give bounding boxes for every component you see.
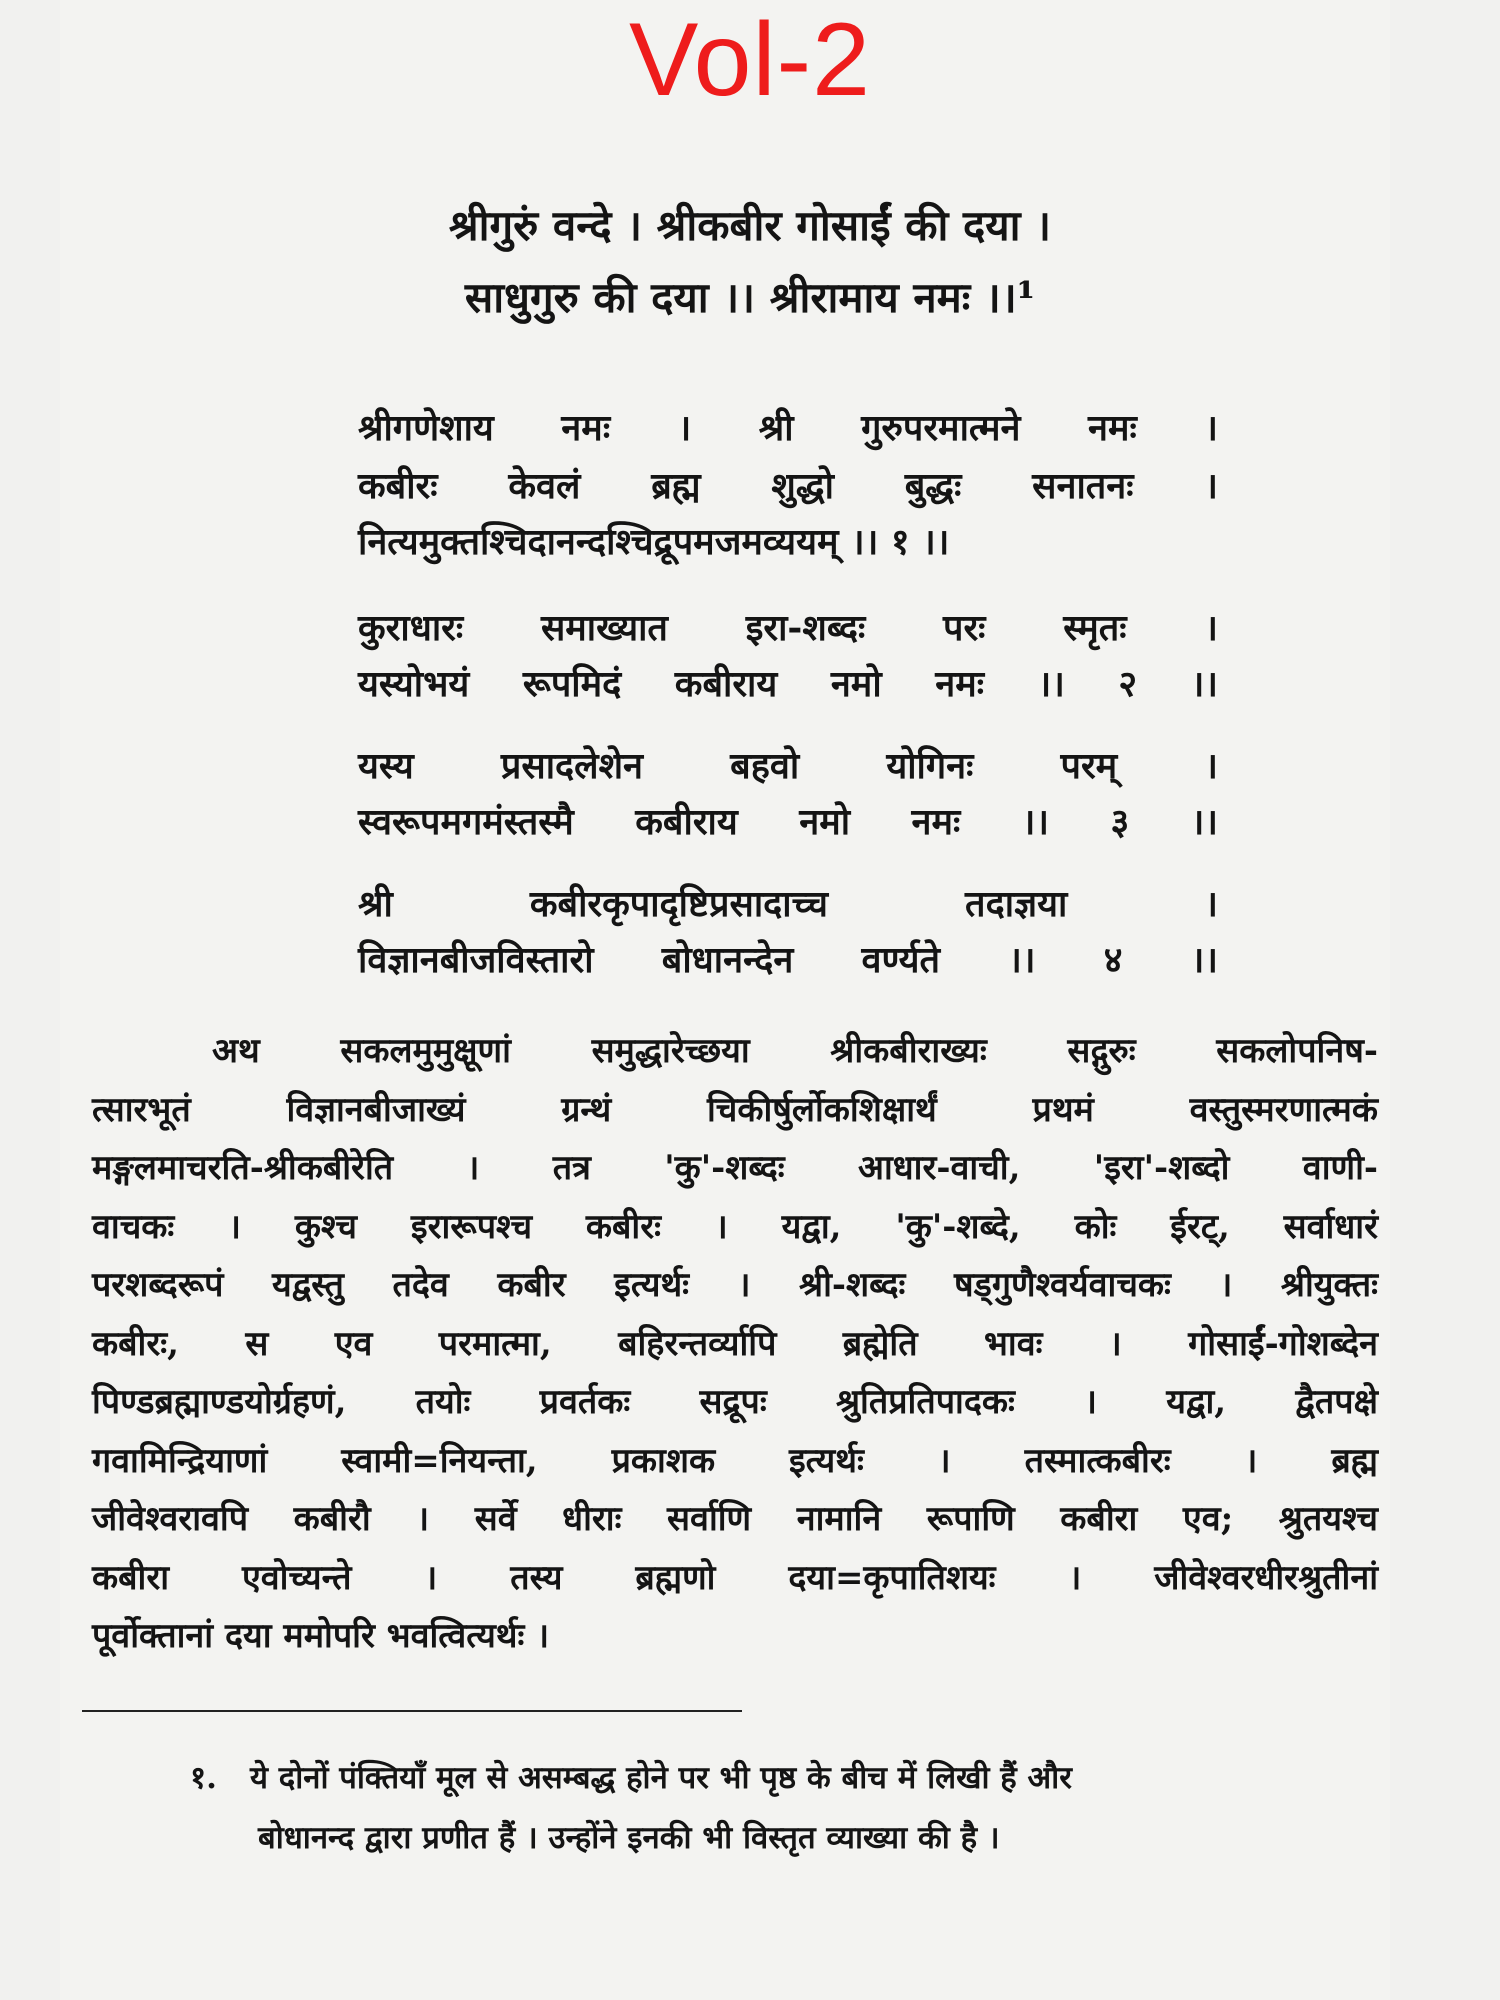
verse-1-line-3: नित्यमुक्तश्चिदानन्दश्चिद्रूपमजमव्ययम् ।। १ ।। <box>358 521 950 563</box>
verse-1-line-1: श्रीगणेशाय नमः । श्री गुरुपरमात्मने नमः । <box>358 407 1218 449</box>
commentary-line: त्सारभूतं विज्ञानबीजाख्यं ग्रन्थं चिकीर्षुर्लोकशिक्षार्थं प्रथमं वस्तुस्मरणात्मकं <box>92 1089 1378 1130</box>
invocation-line-1: श्रीगुरुं वन्दे । श्रीकबीर गोसाईं की दया । <box>448 201 1052 250</box>
verse-2-line-1: कुराधारः समाख्यात इरा-शब्दः परः स्मृतः । <box>358 607 1218 649</box>
footnote-line-2: बोधानन्द द्वारा प्रणीत हैं । उन्होंने इनकी भी विस्तृत व्याख्या की है । <box>258 1820 1000 1856</box>
commentary-line: वाचकः । कुश्च इरारूपश्च कबीरः । यद्वा, 'कु'-शब्दे, कोः ईरट्, सर्वाधारं <box>92 1206 1378 1247</box>
verse-3-line-1: यस्य प्रसादलेशेन बहवो योगिनः परम् । <box>358 745 1218 787</box>
invocation-line-2: साधुगुरु की दया ।। श्रीरामाय नमः ।।¹ <box>464 273 1036 322</box>
verse-4-line-2: विज्ञानबीजविस्तारो बोधानन्देन वर्ण्यते ।। ४ ।। <box>358 939 1218 981</box>
footnote-text: ये दोनों पंक्तियाँ मूल से असम्बद्ध होने पर भी पृष्ठ के बीच में लिखी हैं और <box>250 1760 1072 1796</box>
footnote <box>190 1748 1380 1868</box>
footnote-number: १. <box>190 1760 217 1796</box>
footnote-line-1 <box>190 1748 1380 1808</box>
verse-4-line-1: श्री कबीरकृपादृष्टिप्रसादाच्च तदाज्ञया । <box>358 883 1218 925</box>
verse-1-line-2: कबीरः केवलं ब्रह्म शुद्धो बुद्धः सनातनः । <box>358 465 1218 507</box>
commentary-line: कबीरः, स एव परमात्मा, बहिरन्तर्व्यापि ब्रह्मेति भावः । गोसाईं-गोशब्देन <box>92 1323 1378 1364</box>
commentary-line: कबीरा एवोच्यन्ते । तस्य ब्रह्मणो दया=कृपातिशयः । जीवेश्वरधीरश्रुतीनां <box>92 1557 1378 1598</box>
commentary-line: अथ सकलमुमुक्षूणां समुद्धारेच्छया श्रीकबीराख्यः सद्गुरुः सकलोपनिष- <box>212 1031 1378 1071</box>
commentary-paragraph <box>92 1022 1378 1666</box>
verse-3-line-2: स्वरूपमगमंस्तस्मै कबीराय नमो नमः ।। ३ ।। <box>358 801 1218 843</box>
volume-label: Vol-2 <box>628 2 872 118</box>
commentary-line: परशब्दरूपं यद्वस्तु तदेव कबीर इत्यर्थः । श्री-शब्दः षड्गुणैश्वर्यवाचकः । श्रीयुक्तः <box>92 1265 1378 1305</box>
commentary-line: गवामिन्द्रियाणां स्वामी=नियन्ता, प्रकाशक इत्यर्थः । तस्मात्कबीरः । ब्रह्म <box>92 1440 1378 1481</box>
commentary-line: मङ्गलमाचरति-श्रीकबीरेति । तत्र 'कु'-शब्दः आधार-वाची, 'इरा'-शब्दो वाणी- <box>92 1148 1378 1188</box>
footnote-divider <box>82 1710 742 1712</box>
verse-2-line-2: यस्योभयं रूपमिदं कबीराय नमो नमः ।। २ ।। <box>358 663 1218 705</box>
commentary-line: जीवेश्वरावपि कबीरौ । सर्वे धीराः सर्वाणि नामानि रूपाणि कबीरा एव; श्रुतयश्च <box>92 1499 1378 1539</box>
commentary-line: पूर्वोक्तानां दया ममोपरि भवत्वित्यर्थः । <box>92 1616 550 1656</box>
commentary-line: पिण्डब्रह्माण्डयोर्ग्रहणं, तयोः प्रवर्तकः सद्रूपः श्रुतिप्रतिपादकः । यद्वा, द्वैतपक्षे <box>92 1382 1378 1422</box>
